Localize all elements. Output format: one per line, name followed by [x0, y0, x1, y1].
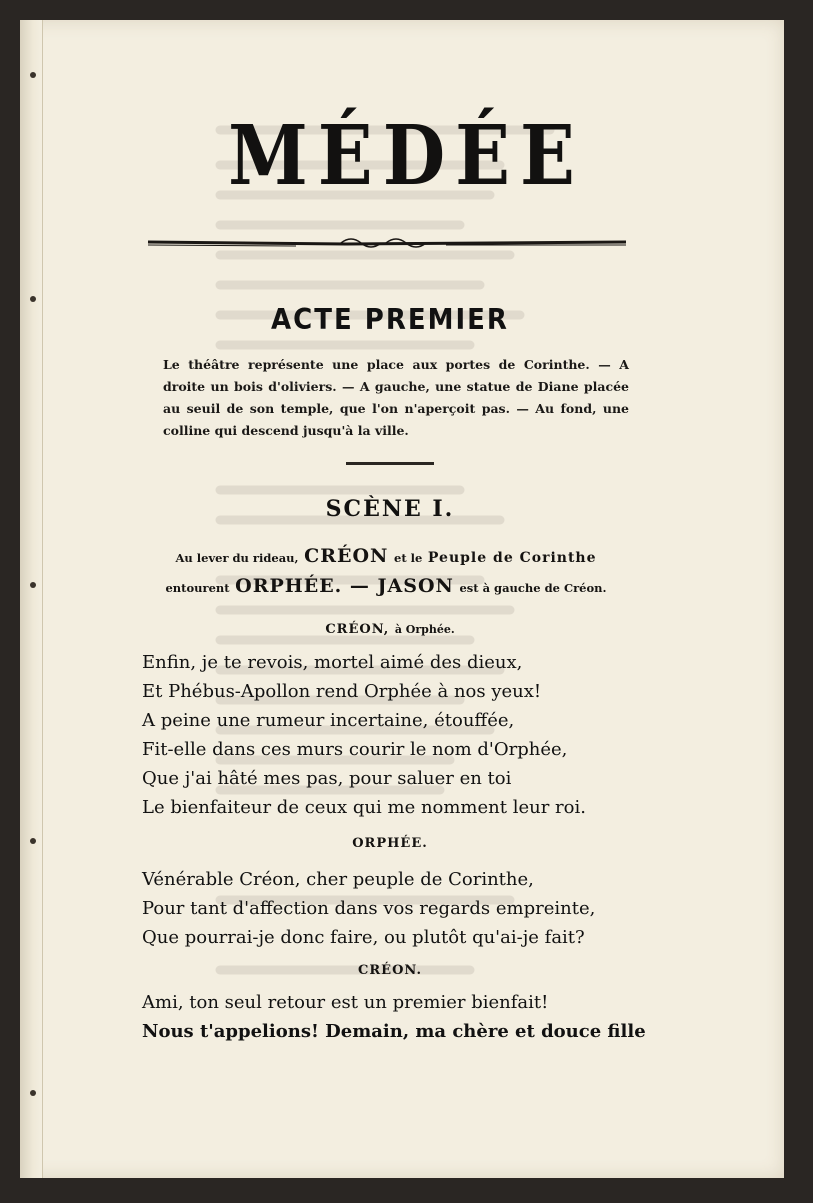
- verse-line: A peine une rumeur incertaine, étouffée,: [142, 710, 515, 731]
- verse-line: Le bienfaiteur de ceux qui me nomment leur roi.: [142, 797, 586, 818]
- binding-stitch: [30, 72, 36, 78]
- speaker-name: ORPHÉE.: [352, 836, 428, 851]
- speaker-label: [0, 622, 780, 637]
- verse-block: [142, 648, 586, 822]
- section-divider: [346, 462, 434, 465]
- verse-line: Ami, ton seul retour est un premier bienfait!: [142, 992, 549, 1013]
- verse-line: Enfin, je te revois, mortel aimé des dieux,: [142, 652, 523, 673]
- cast-text: Au lever du rideau,: [175, 551, 299, 565]
- cast-line-1: [146, 545, 626, 567]
- verse-line: Pour tant d'affection dans vos regards empreinte,: [142, 898, 596, 919]
- play-title: MÉDÉE: [228, 105, 585, 204]
- binding-stitch: [30, 582, 36, 588]
- verse-block: [142, 865, 595, 952]
- verse-line: Nous t'appelions! Demain, ma chère et douce fille: [142, 1021, 646, 1042]
- verse-line: Que pourrai-je donc faire, ou plutôt qu'ai-je fait?: [142, 927, 585, 948]
- speaker-name: CRÉON.: [358, 963, 422, 978]
- verse-line: Vénérable Créon, cher peuple de Corinthe,: [142, 869, 534, 890]
- verse-line: Et Phébus-Apollon rend Orphée à nos yeux!: [142, 681, 542, 702]
- speaker-label: [0, 836, 780, 851]
- act-heading: ACTE PREMIER: [271, 303, 509, 337]
- verse-line: Que j'ai hâté mes pas, pour saluer en toi: [142, 768, 512, 789]
- cast-text: entourent: [165, 581, 230, 595]
- speaker-name: CRÉON,: [325, 622, 390, 637]
- title-ornament-divider: [146, 233, 630, 253]
- character-creon: CRÉON: [304, 545, 389, 567]
- character-orphee-jason: ORPHÉE. — JASON: [235, 575, 454, 597]
- cast-text: et le: [394, 551, 423, 565]
- binding-stitch: [30, 1090, 36, 1096]
- speaker-label: [0, 963, 780, 978]
- verse-line: Fit-elle dans ces murs courir le nom d'Orphée,: [142, 739, 568, 760]
- cast-line-2: [146, 575, 626, 597]
- binding-stitch: [30, 296, 36, 302]
- speaker-direction: à Orphée.: [394, 623, 455, 636]
- verse-block: [142, 988, 646, 1046]
- scene-heading: SCÈNE I.: [325, 496, 455, 522]
- cast-text: est à gauche de Créon.: [459, 581, 607, 595]
- character-people: Peuple de Corinthe: [427, 550, 597, 566]
- stage-direction: Le théâtre représente une place aux portes de Corinthe. — A droite un bois d'oliviers. — A gauche, une statue de Diane placée au seuil de son temple, que l'on n'aperçoit pas. — Au fond, une colline qui descend jusqu'à la ville.: [163, 357, 629, 438]
